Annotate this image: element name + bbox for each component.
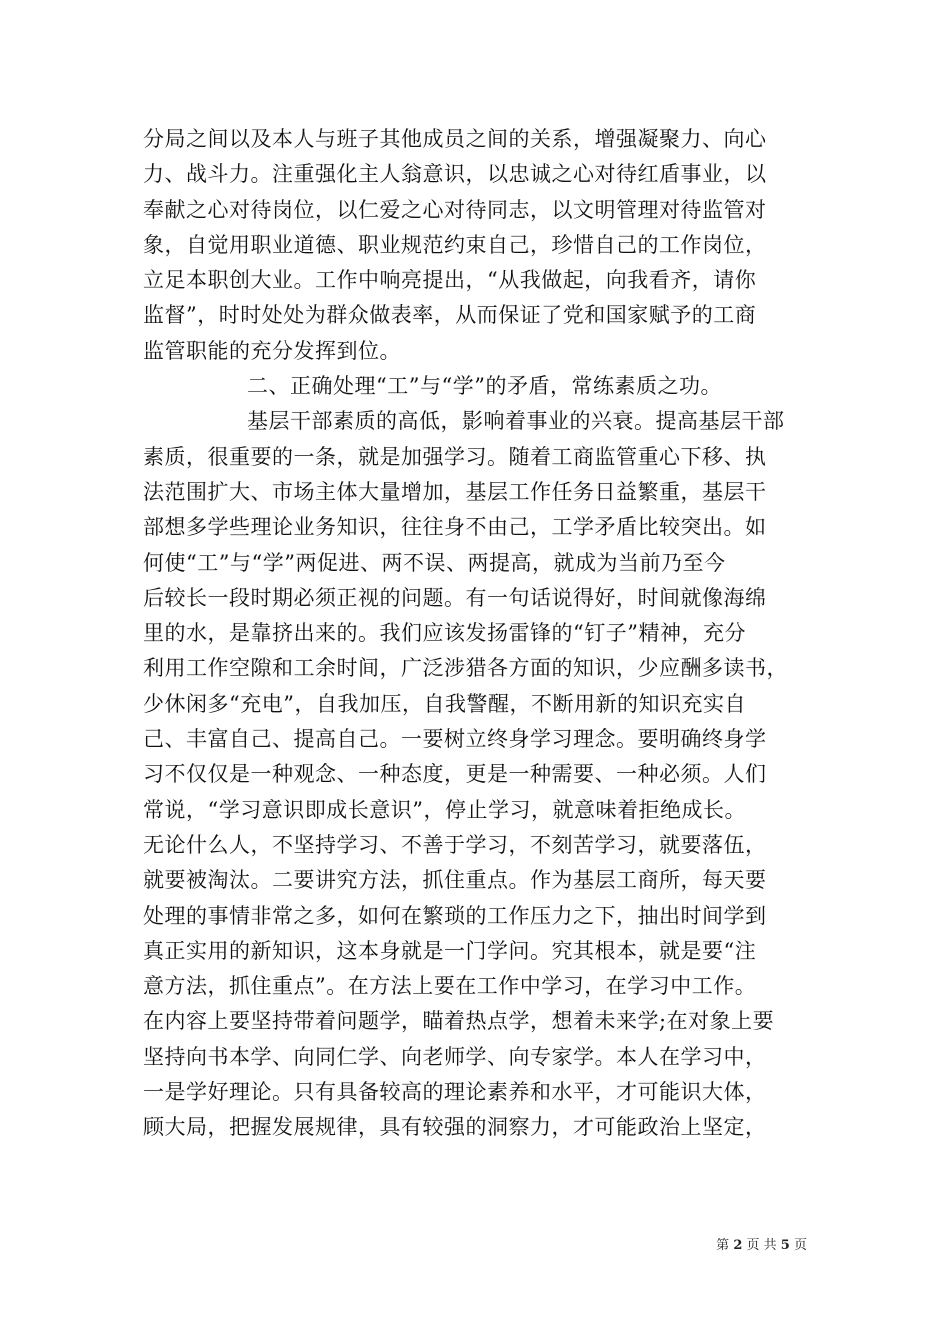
text-line: 处理的事情非常之多，如何在繁琐的工作压力之下，抽出时间学到 xyxy=(143,903,767,928)
page-current: 2 xyxy=(733,1238,743,1253)
page-prefix: 第 xyxy=(716,1238,730,1253)
text-line: 里的水，是靠挤出来的。我们应该发扬雷锋的“钉子”精神，充分 xyxy=(143,621,746,646)
text-line: 坚持向书本学、向同仁学、向老师学、向专家学。本人在学习中， xyxy=(143,1044,767,1069)
paragraph-first-line: 基层干部素质的高低，影响着事业的兴衰。提高基层干部 xyxy=(247,409,785,434)
page-total: 5 xyxy=(780,1238,790,1253)
text-line: 监督”，时时处处为群众做表率，从而保证了党和国家赋予的工商 xyxy=(143,303,757,328)
text-line: 就要被淘汰。二要讲究方法，抓住重点。作为基层工商所，每天要 xyxy=(143,868,767,893)
text-line: 素质，很重要的一条，就是加强学习。随着工商监管重心下移、执 xyxy=(143,444,767,469)
text-line: 监管职能的充分发挥到位。 xyxy=(143,338,401,363)
page-mid: 页 共 xyxy=(746,1238,777,1253)
text-line: 后较长一段时期必须正视的问题。有一句话说得好，时间就像海绵 xyxy=(143,585,767,610)
text-line: 习不仅仅是一种观念、一种态度，更是一种需要、一种必须。人们 xyxy=(143,762,767,787)
text-line: 力、战斗力。注重强化主人翁意识，以忠诚之心对待红盾事业，以 xyxy=(143,162,767,187)
text-line: 常说，“学习意识即成长意识”，停止学习，就意味着拒绝成长。 xyxy=(143,797,746,822)
text-line: 分局之间以及本人与班子其他成员之间的关系，增强凝聚力、向心 xyxy=(143,127,767,151)
text-line: 己、丰富自己、提高自己。一要树立终身学习理念。要明确终身学 xyxy=(143,727,767,752)
text-line: 法范围扩大、市场主体大量增加，基层工作任务日益繁重，基层干 xyxy=(143,479,767,504)
text-line: 一是学好理论。只有具备较高的理论素养和水平，才可能识大体， xyxy=(143,1080,767,1105)
text-line: 在内容上要坚持带着问题学，瞄着热点学，想着未来学;在对象上要 xyxy=(143,1009,775,1034)
text-line: 何使“工”与“学”两促进、两不误、两提高，就成为当前乃至今 xyxy=(143,550,726,575)
page-suffix: 页 xyxy=(793,1238,807,1253)
text-line: 部想多学些理论业务知识，往往身不由己，工学矛盾比较突出。如 xyxy=(143,515,767,540)
text-line: 奉献之心对待岗位，以仁爱之心对待同志，以文明管理对待监管对 xyxy=(143,197,767,222)
text-line: 顾大局，把握发展规律，具有较强的洞察力，才可能政治上坚定， xyxy=(143,1115,767,1140)
text-line: 利用工作空隙和工余时间，广泛涉猎各方面的知识，少应酬多读书， xyxy=(143,656,788,681)
section-heading: 二、正确处理“工”与“学”的矛盾，常练素质之功。 xyxy=(247,374,722,399)
text-line: 无论什么人，不坚持学习、不善于学习，不刻苦学习，就要落伍， xyxy=(143,832,767,857)
page-number-footer xyxy=(716,1238,807,1254)
text-line: 象，自觉用职业道德、职业规范约束自己，珍惜自己的工作岗位， xyxy=(143,232,767,257)
body-text xyxy=(143,122,823,1146)
text-line: 意方法，抓住重点”。在方法上要在工作中学习，在学习中工作。 xyxy=(143,974,757,999)
text-line: 真正实用的新知识，这本身就是一门学问。究其根本，就是要“注 xyxy=(143,938,757,963)
text-line: 少休闲多“充电”，自我加压，自我警醒，不断用新的知识充实自 xyxy=(143,691,746,716)
text-line: 立足本职创大业。工作中响亮提出，“从我做起，向我看齐，请你 xyxy=(143,268,757,293)
